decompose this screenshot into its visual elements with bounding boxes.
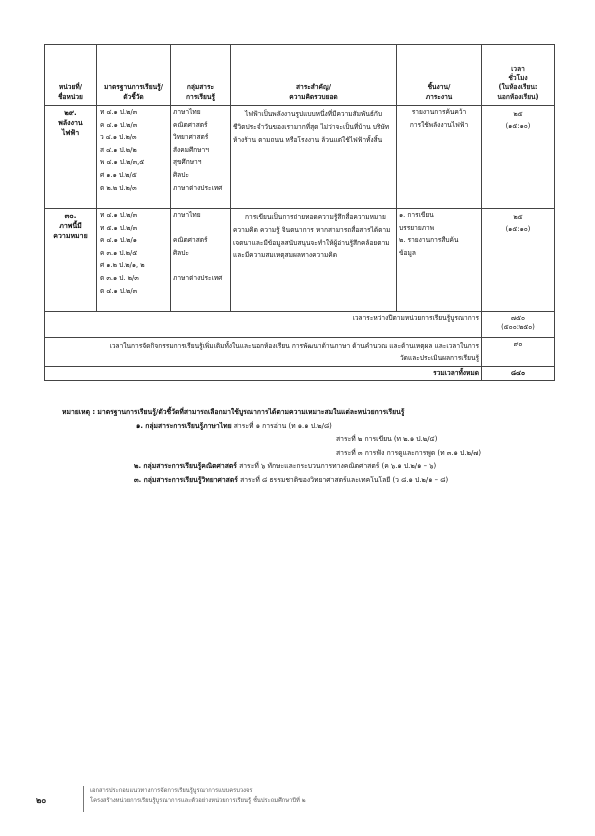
note-science-title: ๓. กลุ่มสาระการเรียนรู้วิทยาศาสตร์ bbox=[134, 475, 238, 484]
summary-row bbox=[45, 312, 555, 338]
note-section bbox=[62, 406, 562, 487]
header-time: เวลา ชั่วโมง (ในห้องเรียน: นอกห้องเรียน) bbox=[482, 45, 555, 106]
footer-line-1: เอกสารประกอบแนวทางการจัดการเรียนรู้บูรณาการแบบครบวงจร bbox=[90, 788, 253, 794]
summary-value: ๗๕๐ (๕๐๐:๒๕๐) bbox=[482, 312, 555, 338]
note-science-item: สาระที่ ๘ ธรรมชาติของวิทยาศาสตร์และเทคโนโลยี (ว ๘.๑ ป.๒/๑ – ๘) bbox=[240, 475, 449, 484]
summary-label: เวลาในการจัดกิจกรรมการเรียนรู้เพิ่มเติมทั้งในและนอกห้องเรียน การพัฒนาด้านภาษา ด้านคำนวณ และด้านเหตุผล และเวลาในการวัดและประเมินผลการเรียนรู้ bbox=[45, 338, 482, 367]
total-value: ๘๔๐ bbox=[482, 367, 555, 381]
footer-divider bbox=[83, 786, 84, 812]
total-row bbox=[45, 367, 555, 381]
unit-name: ๒๙. พลังงาน ไฟฟ้า bbox=[45, 106, 97, 209]
note-thai-line bbox=[62, 420, 562, 434]
total-label: รวมเวลาทั้งหมด bbox=[45, 367, 482, 381]
task-list: ๑. การเขียน บรรยายภาพ ๒. รายงานการสืบค้น ข้อมูล bbox=[397, 209, 482, 312]
time-value: ๒๕ (๑๕:๑๐) bbox=[482, 106, 555, 209]
content-text: ไฟฟ้าเป็นพลังงานรูปแบบหนึ่งที่มีความสัมพันธ์กับชีวิตประจำวันของเรามากที่สุด ไม่ว่าจะเป็นที่บ้าน บริษัท ห้างร้าน ตามถนน หรือโรงงาน ล้วนแต่ใช้ไฟฟ้าทั้งสิ้น bbox=[231, 106, 397, 209]
note-math-title: ๒. กลุ่มสาระการเรียนรู้คณิตศาสตร์ bbox=[134, 462, 237, 470]
page-footer bbox=[36, 776, 556, 816]
subjects-list: ภาษาไทย คณิตศาสตร์ วิทยาศาสตร์ สังคมศึกษาฯ สุขศึกษาฯ ศิลปะ ภาษาต่างประเทศ bbox=[171, 106, 231, 209]
note-math-line bbox=[62, 460, 562, 474]
header-task: ชิ้นงาน/ ภาระงาน bbox=[397, 45, 482, 106]
summary-row bbox=[45, 338, 555, 367]
summary-value: ๙๐ bbox=[482, 338, 555, 367]
table-row bbox=[45, 209, 555, 312]
table-row bbox=[45, 106, 555, 209]
task-list: รายงานการค้นคว้า การใช้พลังงานไฟฟ้า bbox=[397, 106, 482, 209]
unit-name: ๓๐. ภาพนี้มี ความหมาย bbox=[45, 209, 97, 312]
standards-list: ท ๔.๑ ป.๒/๓ ท ๕.๑ ป.๒/๓ ค ๔.๑ ป.๒/๑ ค ๓.๑ ป.๒/๕ ศ ๑.๒ ป.๒/๑, ๒ ต ๓.๑ ป. ๒/๓ ต ๔.๑ ป.๒/๓ bbox=[97, 209, 171, 312]
note-math-item: สาระที่ ๖ ทักษะและกระบวนการทางคณิตศาสตร์ (ค ๖.๑ ป.๒/๑ – ๖) bbox=[239, 462, 437, 470]
header-unit: หน่วยที่/ ชื่อหน่วย bbox=[45, 45, 97, 106]
content-text: การเขียนเป็นการถ่ายทอดความรู้สึกสื่อความหมาย ความคิด ความรู้ จินตนาการ หากสามารถสื่อสารได้ตามเจตนาและมีข้อมูลสนับสนุนจะทำให้ผู้อ่านรู้สึกคล้อยตาม และมีความสมเหตุสมผลทางความคิด bbox=[231, 209, 397, 312]
note-thai-item: สาระที่ ๒ การเขียน (ท ๒.๑ ป.๒/๔) bbox=[336, 435, 438, 443]
footer-line-2: โครงสร้างหน่วยการเรียนรู้บูรณาการและตัวอย่างหน่วยการเรียนรู้ ชั้นประถมศึกษาปีที่ ๒ bbox=[90, 797, 306, 804]
summary-label: เวลาระหว่างปีตามหน่วยการเรียนรู้บูรณาการ bbox=[45, 312, 482, 338]
header-standard: มาตรฐานการเรียนรู้/ ตัวชี้วัด bbox=[97, 45, 171, 106]
note-thai-item: สาระที่ ๓ การฟัง การดูและการพูด (ท ๓.๑ ป.๒/๗) bbox=[336, 448, 482, 457]
header-content: สาระสำคัญ/ ความคิดรวบยอด bbox=[231, 45, 397, 106]
page-number: ๒๐ bbox=[36, 796, 47, 805]
note-science-line bbox=[62, 474, 562, 488]
subjects-list: ภาษาไทย คณิตศาสตร์ ศิลปะ ภาษาต่างประเทศ bbox=[171, 209, 231, 312]
standards-list: ท ๔.๑ ป.๒/๓ ค ๔.๑ ป.๒/๓ ว ๔.๑ ป.๒/๓ ส ๔.๑ ป.๒/๒ พ ๔.๑ ป.๒/๓,๕ ศ ๑.๑ ป.๒/๕ ต ๒.๒ ป.๒/๓ bbox=[97, 106, 171, 209]
note-thai-item: สาระที่ ๑ การอ่าน (ท ๑.๑ ป.๒/๘) bbox=[233, 421, 332, 430]
footer-text bbox=[90, 787, 306, 806]
curriculum-table bbox=[44, 44, 555, 381]
time-value: ๒๕ (๑๕:๑๐) bbox=[482, 209, 555, 312]
note-heading: หมายเหตุ : มาตรฐานการเรียนรู้/ตัวชี้วัดที่สามารถเลือกมาใช้บูรณาการได้ตามความเหมาะสมในแต่ละหน่วยการเรียนรู้ bbox=[62, 408, 405, 416]
header-subject: กลุ่มสาระ การเรียนรู้ bbox=[171, 45, 231, 106]
note-thai-title: ๑. กลุ่มสาระการเรียนรู้ภาษาไทย bbox=[136, 421, 232, 430]
